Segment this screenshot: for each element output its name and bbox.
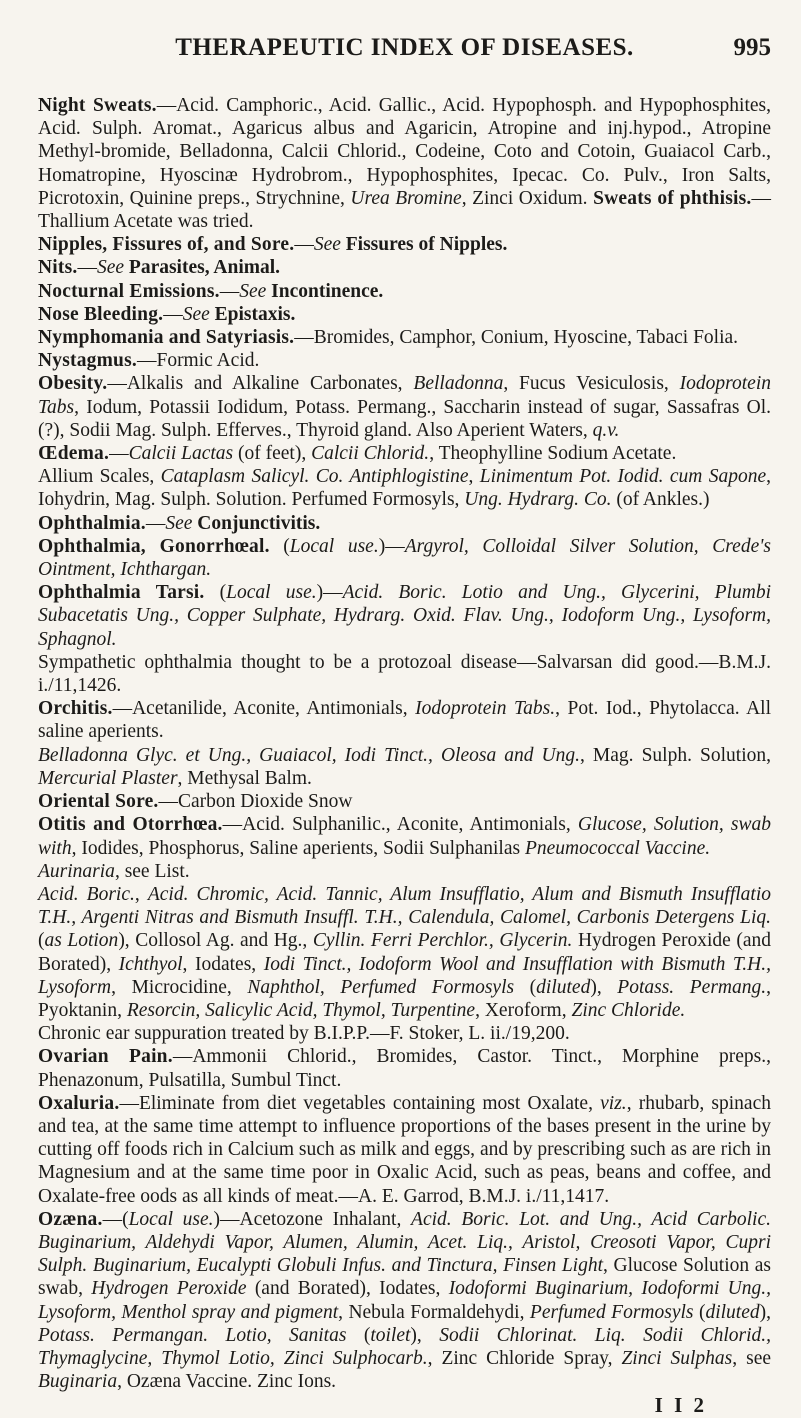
index-entry-nymphomania: Nymphomania and Satyriasis.—Bromides, Camphor, Conium, Hyoscine, Tabaci Folia. bbox=[38, 327, 739, 349]
index-entry-otitis-chronic: Chronic ear suppuration treated by B.I.P.P.—F. Stoker, L. ii./19,200. bbox=[38, 1023, 570, 1045]
index-entry-otitis-aur: Aurinaria, see List. bbox=[38, 860, 190, 882]
index-entry-night-sweats: Night Sweats.—Acid. Camphoric., Acid. Gallic., Acid. Hypophosph. and Hypophosphites, Acid. Sulph. Aromat., Agaricus albus and Agaricin, Atropine and inj.hypod., Atropine Methyl-bromide, Belladonna, Calcii Chlorid., Codeine, Coto and Cotoin, Guaiacol Carb., Homatropine, Hyoscinæ Hydrobrom., Hypophosphites, Ipecac. Co. Pulv., Iron Salts, Picrotoxin, Quinine preps., Strychnine, Urea Bromine, Zinci Oxidum. Sweats of phthisis.—Thallium Acetate was tried. bbox=[38, 95, 771, 233]
index-entry-ozaena: Ozæna.—(Local use.)—Acetozone Inhalant, Acid. Boric. Lot. and Ung., Acid Carbolic. Buginarium, Aldehydi Vapor, Alumen, Alumin, Acet. Liq., Aristol, Creosoti Vapor, Cupri Sulph. Buginarium, Eucalypti Globuli Infus. and Tinctura, Finsen Light, Glucose Solution as swab, Hydrogen Peroxide (and Borated), Iodates, Iodoformi Buginarium, Iodoformi Ung., Lysoform, Menthol spray and pigment, Nebula Formaldehydi, Perfumed Formosyls (diluted), Potass. Permangan. Lotio, Sanitas (toilet), Sodii Chlorinat. Liq. Sodii Chlorid., Thymaglycine, Thymol Lotio, Zinci Sulphocarb., Zinc Chloride Spray, Zinci Sulphas, see Buginaria, Ozæna Vaccine. Zinc Ions. bbox=[38, 1208, 772, 1393]
index-entry-orchitis: Orchitis.—Acetanilide, Aconite, Antimonials, Iodoprotein Tabs., Pot. Iod., Phytolacca. All saline aperients. bbox=[38, 698, 771, 743]
index-body bbox=[38, 94, 771, 1393]
index-entry-ophthalmia-1: Ophthalmia.—See Conjunctivitis. bbox=[38, 512, 321, 534]
page-header bbox=[38, 34, 771, 68]
index-entry-nystagmus: Nystagmus.—Formic Acid. bbox=[38, 350, 260, 372]
index-entry-nocturnal: Nocturnal Emissions.—See Incontinence. bbox=[38, 280, 384, 302]
index-entry-oedema: Œdema.—Calcii Lactas (of feet), Calcii Chlorid., Theophylline Sodium Acetate. bbox=[38, 443, 677, 465]
running-head: THERAPEUTIC INDEX OF DISEASES. bbox=[175, 34, 634, 61]
index-entry-oedema-cont: Allium Scales, Cataplasm Salicyl. Co. Antiphlogistine, Linimentum Pot. Iodid. cum Sapone, Iohydrin, Mag. Sulph. Solution. Perfumed Formosyls, Ung. Hydrarg. Co. (of Ankles.) bbox=[38, 466, 771, 511]
index-entry-oxaluria: Oxaluria.—Eliminate from diet vegetables containing most Oxalate, viz., rhubarb, spinach and tea, at the same time attempt to influence proportions of the bases present in the urine by cutting off foods rich in Calcium such as milk and eggs, and by prescribing such as are rich in Magnesium and at the same time poor in Oxalic Acid, such as peas, beans and coffee, and Oxalate-free oods as all kinds of meat.—A. E. Garrod, B.M.J. i./11,1417. bbox=[38, 1092, 771, 1207]
index-entry-otitis: Otitis and Otorrhœa.—Acid. Sulphanilic., Aconite, Antimonials, Glucose, Solution, swab with, Iodides, Phosphorus, Saline aperients, Sodii Sulphanilas Pneumococcal Vaccine. bbox=[38, 814, 772, 859]
index-entry-nipples: Nipples, Fissures of, and Sore.—See Fissures of Nipples. bbox=[38, 234, 508, 256]
index-entry-oriental-sore: Oriental Sore.—Carbon Dioxide Snow bbox=[38, 791, 353, 813]
signature-mark: I I 2 bbox=[654, 1393, 707, 1418]
index-entry-ophthalmia-sym: Sympathetic ophthalmia thought to be a protozoal disease—Salvarsan did good.—B.M.J. i./11,1426. bbox=[38, 651, 771, 697]
page-number: 995 bbox=[733, 34, 771, 61]
index-entry-obesity: Obesity.—Alkalis and Alkaline Carbonates, Belladonna, Fucus Vesiculosis, Iodoprotein Tabs, Iodum, Potassii Iodidum, Potass. Permang., Saccharin instead of sugar, Sassafras Ol. (?), Sodii Mag. Sulph. Efferves., Thyroid gland. Also Aperient Waters, q.v. bbox=[38, 373, 771, 441]
index-entry-nose-bleeding: Nose Bleeding.—See Epistaxis. bbox=[38, 303, 296, 325]
index-entry-ophthalmia-2: Ophthalmia, Gonorrhœal. (Local use.)—Argyrol, Colloidal Silver Solution, Crede's Ointment, Ichthargan. bbox=[38, 535, 771, 581]
index-entry-ovarian: Ovarian Pain.—Ammonii Chlorid., Bromides, Castor. Tinct., Morphine preps., Phenazonum, Pulsatilla, Sumbul Tinct. bbox=[38, 1046, 771, 1091]
index-entry-nits: Nits.—See Parasites, Animal. bbox=[38, 257, 281, 279]
index-entry-orchitis-cont: Belladonna Glyc. et Ung., Guaiacol, Iodi Tinct., Oleosa and Ung., Mag. Sulph. Solution, Mercurial Plaster, Methysal Balm. bbox=[38, 744, 771, 789]
index-entry-ophthalmia-tarsi: Ophthalmia Tarsi. (Local use.)—Acid. Boric. Lotio and Ung., Glycerini, Plumbi Subacetatis Ung., Copper Sulphate, Hydrarg. Oxid. Flav. Ung., Iodoform Ung., Lysoform, Sphagnol. bbox=[38, 582, 771, 650]
index-entry-otitis-list: Acid. Boric., Acid. Chromic, Acid. Tannic, Alum Insufflatio, Alum and Bismuth Insufflatio T.H., Argenti Nitras and Bismuth Insuffl. T.H., Calendula, Calomel, Carbonis Detergens Liq. (as Lotion), Collosol Ag. and Hg., Cyllin. Ferri Perchlor., Glycerin. Hydrogen Peroxide (and Borated), Ichthyol, Iodates, Iodi Tinct., Iodoform Wool and Insufflation with Bismuth T.H., Lysoform, Microcidine, Naphthol, Perfumed Formosyls (diluted), Potass. Permang., Pyoktanin, Resorcin, Salicylic Acid, Thymol, Turpentine, Xeroform, Zinc Chloride. bbox=[38, 883, 772, 1021]
